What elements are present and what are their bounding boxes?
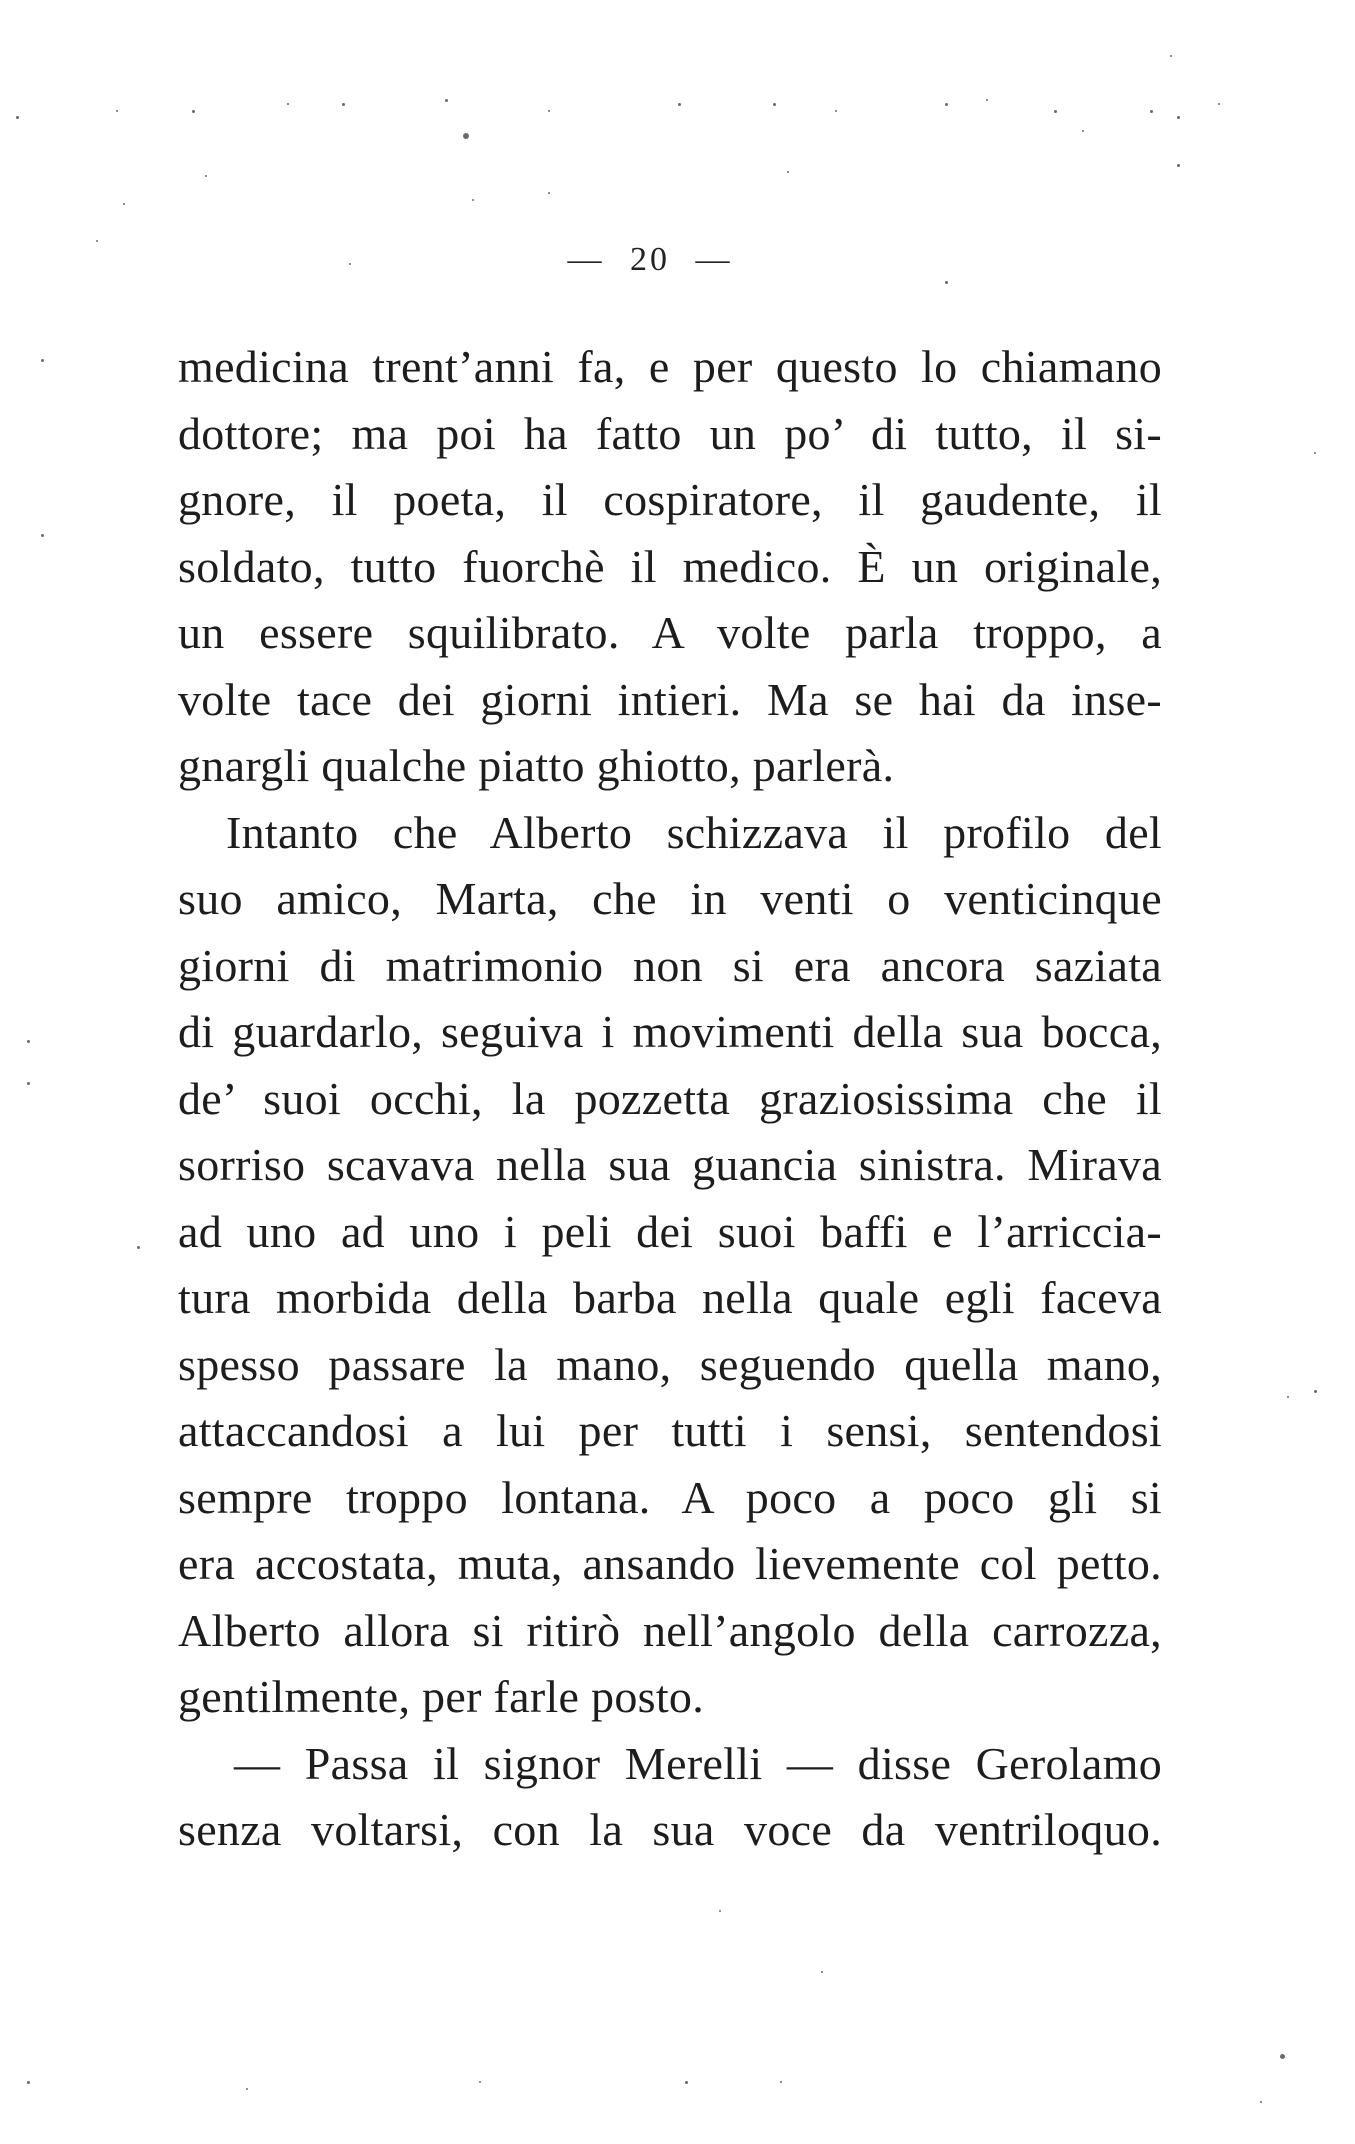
text-line: de’ suoi occhi, la pozzetta graziosissima che il (178, 1072, 1162, 1124)
scan-speck (678, 103, 681, 106)
text-line: Intanto che Alberto schizzava il profilo del (226, 806, 1162, 858)
scan-speck (1082, 130, 1084, 132)
scan-speck (821, 1971, 823, 1973)
scan-speck (780, 2081, 782, 2083)
scan-speck (1287, 1396, 1289, 1398)
scan-speck (986, 99, 988, 101)
scan-speck (41, 359, 44, 362)
text-line: soldato, tutto fuorchè il medico. È un originale, (178, 540, 1162, 592)
page-number: — 20 — (567, 241, 733, 278)
scan-speck (1218, 103, 1220, 105)
scan-speck (548, 192, 550, 194)
text-line: attaccandosi a lui per tutti i sensi, sentendosi (178, 1405, 1162, 1456)
scan-speck (1177, 116, 1180, 119)
scan-speck (1280, 2054, 1285, 2059)
text-line: un essere squilibrato. A volte parla troppo, a (178, 607, 1162, 658)
scan-speck (773, 103, 776, 106)
text-line: tura morbida della barba nella quale egli faceva (178, 1272, 1162, 1323)
scan-speck (116, 110, 118, 112)
scan-speck (1054, 110, 1057, 113)
text-line: gnargli qualche piatto ghiotto, parlerà. (178, 740, 895, 791)
scan-speck (463, 133, 469, 139)
scan-speck (787, 171, 789, 173)
text-line: gnore, il poeta, il cospiratore, il gaudente, il (178, 474, 1162, 525)
scan-speck (96, 240, 98, 242)
scan-speck (479, 2081, 481, 2083)
scan-speck (1260, 2101, 1262, 2103)
scan-speck (1150, 110, 1153, 113)
scan-speck (1177, 164, 1180, 167)
scan-speck (16, 116, 19, 119)
scan-speck (41, 534, 44, 537)
scan-speck (205, 175, 207, 177)
text-line: sorriso scavava nella sua guancia sinistra. Mirava (178, 1139, 1162, 1190)
text-line: medicina trent’anni fa, e per questo lo chiamano (178, 341, 1162, 392)
scan-speck (548, 110, 550, 112)
scan-speck (342, 103, 345, 106)
text-line: volte tace dei giorni intieri. Ma se hai da inse- (178, 673, 1162, 725)
text-line: spesso passare la mano, seguendo quella mano, (178, 1338, 1162, 1390)
scan-speck (27, 2081, 30, 2084)
text-line: — Passa il signor Merelli — disse Gerolamo (234, 1737, 1162, 1789)
scan-speck (472, 199, 474, 201)
page-body (178, 334, 1162, 1864)
paragraph (178, 1731, 1162, 1864)
scan-speck (1314, 1390, 1317, 1393)
scan-speck (123, 203, 125, 205)
scan-speck (685, 2081, 688, 2084)
scan-speck (137, 1246, 140, 1249)
text-line: suo amico, Marta, che in venti o venticinque (178, 873, 1162, 924)
scan-speck (192, 110, 195, 113)
paragraph (178, 800, 1162, 1731)
text-line: di guardarlo, seguiva i movimenti della sua bocca, (178, 1006, 1162, 1057)
scan-speck (287, 103, 289, 105)
text-line: senza voltarsi, con la sua voce da ventriloquo. (178, 1804, 1162, 1855)
paragraph (178, 334, 1162, 800)
scan-speck (246, 2088, 248, 2090)
scan-speck (1314, 452, 1316, 454)
text-line: Alberto allora si ritirò nell’angolo della carrozza, (178, 1604, 1162, 1656)
scan-speck (719, 1910, 721, 1912)
text-line: gentilmente, per farle posto. (178, 1671, 705, 1722)
scan-speck (945, 281, 948, 284)
scan-speck (27, 1082, 30, 1085)
scan-speck (945, 103, 948, 106)
text-line: dottore; ma poi ha fatto un po’ di tutto, il si- (178, 407, 1162, 459)
text-line: giorni di matrimonio non si era ancora saziata (178, 939, 1162, 991)
text-line: sempre troppo lontana. A poco a poco gli si (178, 1471, 1162, 1523)
text-line: ad uno ad uno i peli dei suoi baffi e l’arriccia- (178, 1205, 1162, 1257)
text-line: era accostata, muta, ansando lievemente col petto. (178, 1538, 1162, 1589)
scan-speck (349, 263, 351, 265)
scan-speck (445, 99, 448, 102)
scan-speck (1170, 55, 1172, 57)
scan-speck (835, 110, 837, 112)
scan-speck (27, 1040, 30, 1043)
